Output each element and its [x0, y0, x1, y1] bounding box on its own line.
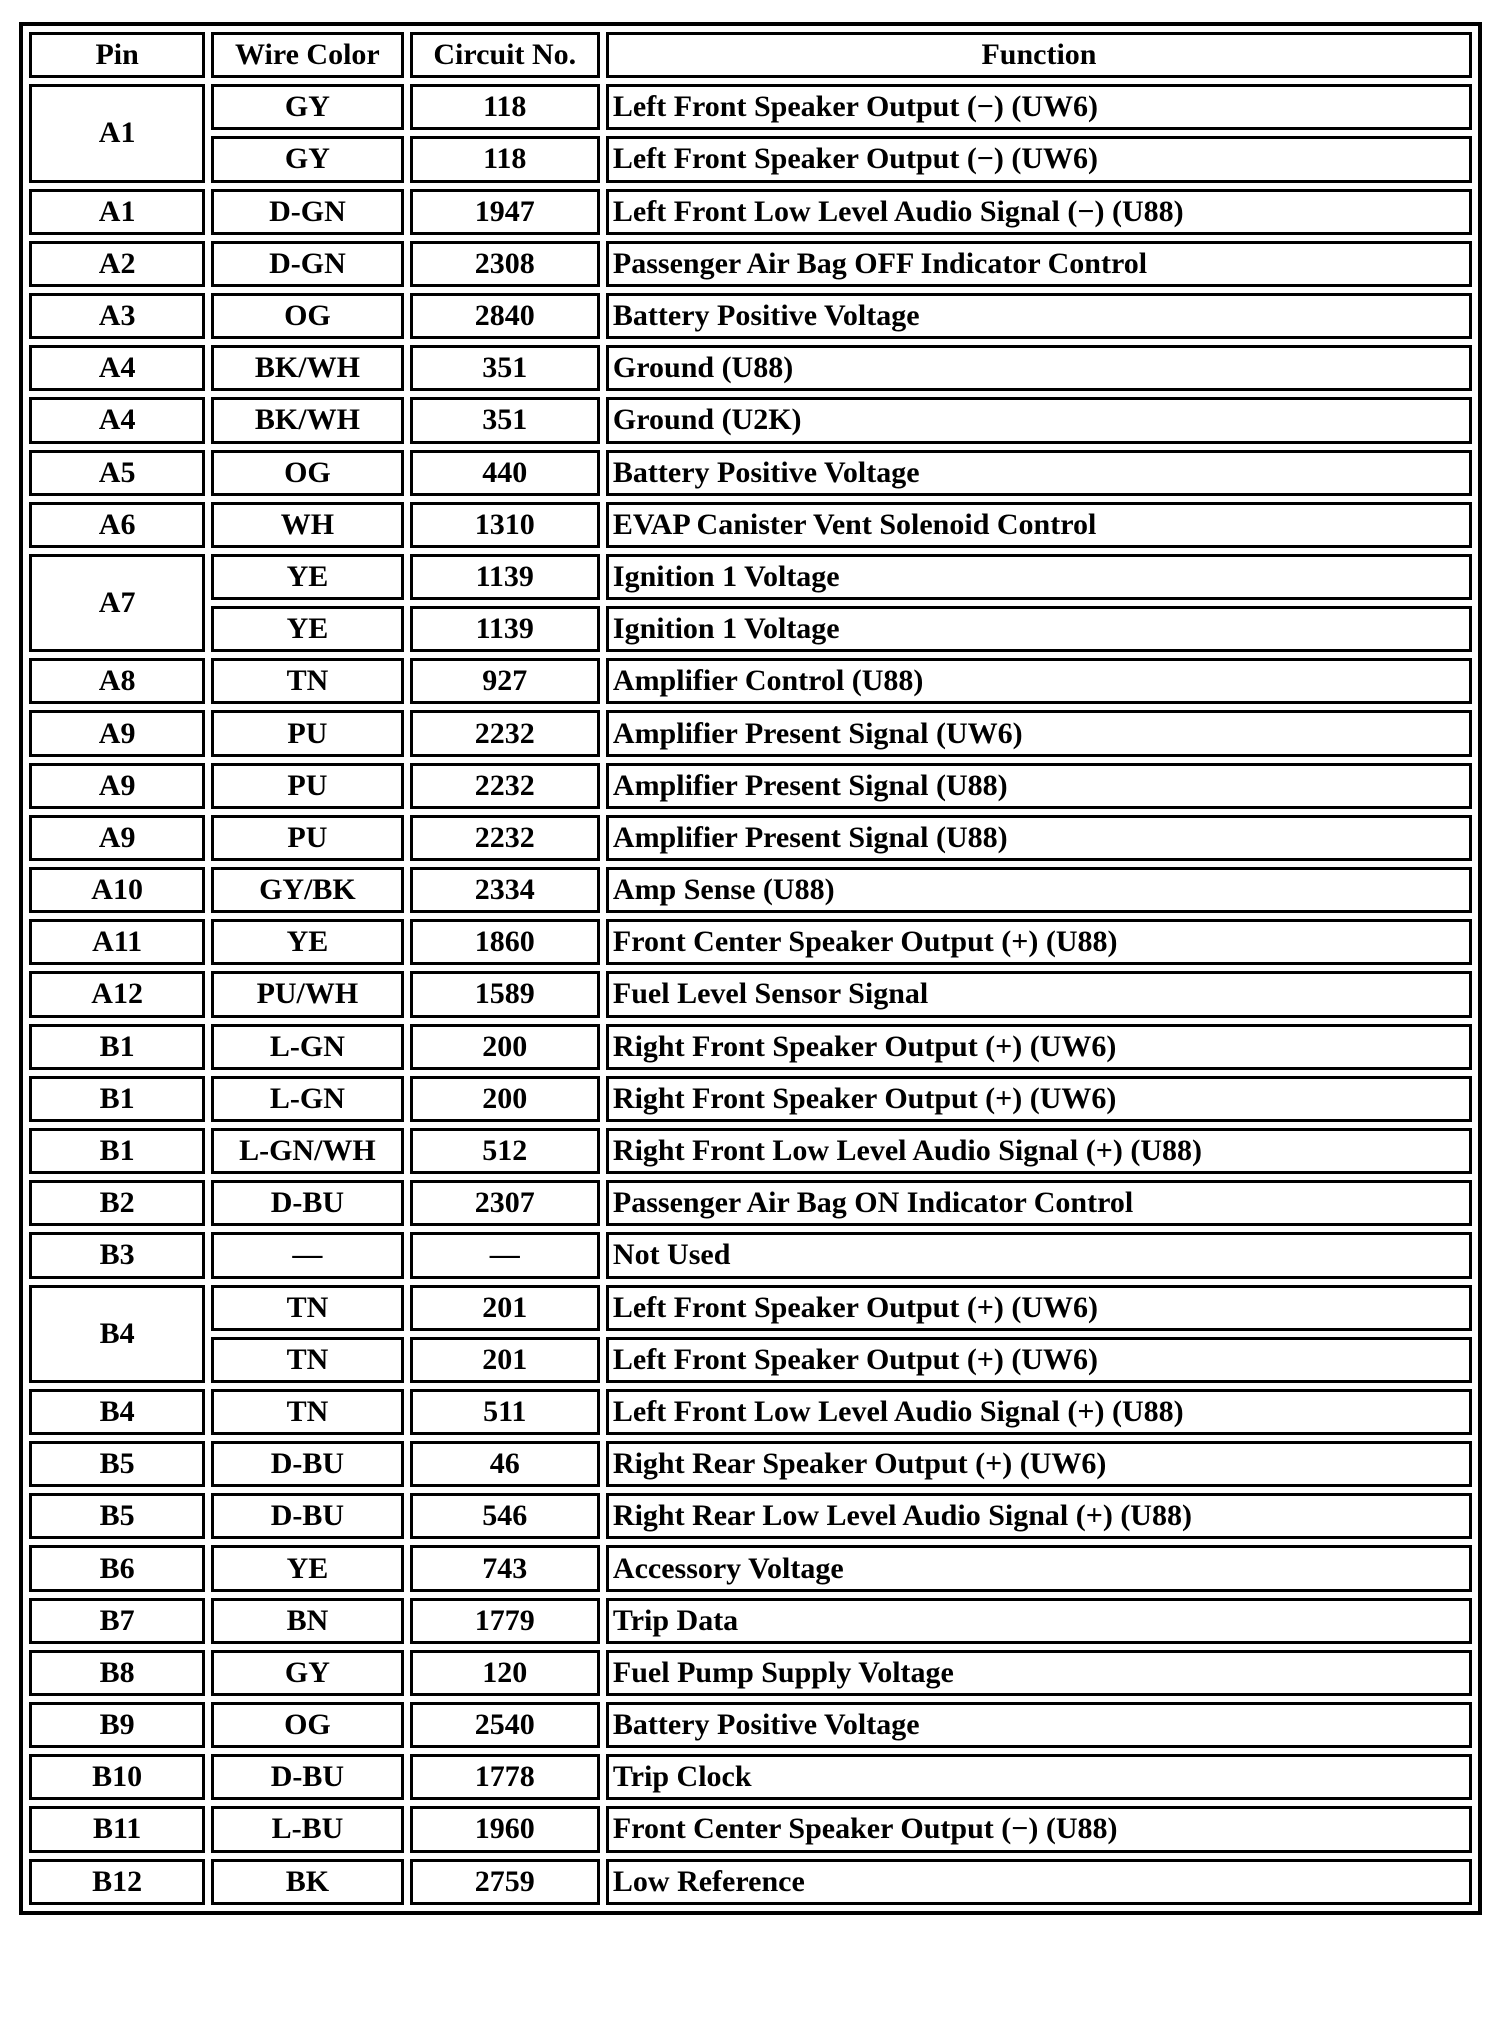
- pin-cell: B8: [29, 1650, 205, 1696]
- wire-color-cell: L-GN: [211, 1024, 403, 1070]
- function-cell: Fuel Level Sensor Signal: [606, 971, 1472, 1017]
- header-pin: Pin: [29, 32, 205, 78]
- table-row: [29, 710, 1472, 756]
- circuit-no-cell: 1947: [410, 189, 600, 235]
- wire-color-cell: PU: [211, 763, 403, 809]
- wire-color-cell: BN: [211, 1598, 403, 1644]
- wire-color-cell: YE: [211, 919, 403, 965]
- wire-color-cell: BK/WH: [211, 345, 403, 391]
- circuit-no-cell: 351: [410, 397, 600, 443]
- circuit-no-cell: 46: [410, 1441, 600, 1487]
- pin-cell: A2: [29, 241, 205, 287]
- wire-color-cell: D-BU: [211, 1493, 403, 1539]
- function-cell: Battery Positive Voltage: [606, 293, 1472, 339]
- wire-color-cell: L-BU: [211, 1806, 403, 1852]
- table-row: [29, 763, 1472, 809]
- pin-cell: A10: [29, 867, 205, 913]
- circuit-no-cell: 2307: [410, 1180, 600, 1226]
- function-cell: EVAP Canister Vent Solenoid Control: [606, 502, 1472, 548]
- function-cell: Right Front Speaker Output (+) (UW6): [606, 1076, 1472, 1122]
- circuit-no-cell: 120: [410, 1650, 600, 1696]
- wire-color-cell: TN: [211, 658, 403, 704]
- pin-cell: A4: [29, 345, 205, 391]
- pin-cell: B6: [29, 1545, 205, 1591]
- wire-color-cell: L-GN: [211, 1076, 403, 1122]
- table-row: [29, 293, 1472, 339]
- wire-color-cell: D-GN: [211, 189, 403, 235]
- pin-cell: A8: [29, 658, 205, 704]
- function-cell: Ground (U2K): [606, 397, 1472, 443]
- wire-color-cell: TN: [211, 1285, 403, 1331]
- circuit-no-cell: 440: [410, 450, 600, 496]
- function-cell: Not Used: [606, 1232, 1472, 1278]
- circuit-no-cell: 2540: [410, 1702, 600, 1748]
- wire-color-cell: TN: [211, 1337, 403, 1383]
- function-cell: Passenger Air Bag ON Indicator Control: [606, 1180, 1472, 1226]
- wire-color-cell: BK/WH: [211, 397, 403, 443]
- pin-cell: B1: [29, 1024, 205, 1070]
- wire-color-cell: D-GN: [211, 241, 403, 287]
- function-cell: Amplifier Present Signal (U88): [606, 815, 1472, 861]
- circuit-no-cell: 2232: [410, 710, 600, 756]
- pin-cell: A1: [29, 84, 205, 182]
- wire-color-cell: WH: [211, 502, 403, 548]
- table-row: [29, 1180, 1472, 1226]
- table-row: [29, 1754, 1472, 1800]
- pin-cell: A1: [29, 189, 205, 235]
- circuit-no-cell: 1589: [410, 971, 600, 1017]
- pin-cell: B9: [29, 1702, 205, 1748]
- table-row: [29, 1702, 1472, 1748]
- function-cell: Amp Sense (U88): [606, 867, 1472, 913]
- function-cell: Battery Positive Voltage: [606, 1702, 1472, 1748]
- table-row: [29, 658, 1472, 704]
- table-row: [29, 502, 1472, 548]
- wire-color-cell: TN: [211, 1389, 403, 1435]
- pin-cell: B2: [29, 1180, 205, 1226]
- connector-pinout-table: [19, 22, 1482, 1915]
- circuit-no-cell: 2840: [410, 293, 600, 339]
- table-row: [29, 815, 1472, 861]
- wire-color-cell: L-GN/WH: [211, 1128, 403, 1174]
- pin-cell: B1: [29, 1128, 205, 1174]
- header-circuit-no: Circuit No.: [410, 32, 600, 78]
- function-cell: Right Front Low Level Audio Signal (+) (U88): [606, 1128, 1472, 1174]
- table-row: [29, 1232, 1472, 1278]
- pin-cell: A3: [29, 293, 205, 339]
- function-cell: Right Rear Low Level Audio Signal (+) (U88): [606, 1493, 1472, 1539]
- circuit-no-cell: 1779: [410, 1598, 600, 1644]
- wire-color-cell: PU: [211, 815, 403, 861]
- circuit-no-cell: 511: [410, 1389, 600, 1435]
- function-cell: Ignition 1 Voltage: [606, 554, 1472, 600]
- circuit-no-cell: 201: [410, 1285, 600, 1331]
- table-row: [29, 1441, 1472, 1487]
- wire-color-cell: D-BU: [211, 1441, 403, 1487]
- wire-color-cell: OG: [211, 293, 403, 339]
- function-cell: Right Front Speaker Output (+) (UW6): [606, 1024, 1472, 1070]
- circuit-no-cell: 200: [410, 1076, 600, 1122]
- circuit-no-cell: 2232: [410, 763, 600, 809]
- table-row: [29, 971, 1472, 1017]
- table-row: [29, 1859, 1472, 1905]
- table-row: [29, 345, 1472, 391]
- circuit-no-cell: 1139: [410, 554, 600, 600]
- table-row: [29, 241, 1472, 287]
- wire-color-cell: D-BU: [211, 1754, 403, 1800]
- function-cell: Right Rear Speaker Output (+) (UW6): [606, 1441, 1472, 1487]
- pin-cell: A12: [29, 971, 205, 1017]
- circuit-no-cell: 200: [410, 1024, 600, 1070]
- pin-cell: A4: [29, 397, 205, 443]
- function-cell: Front Center Speaker Output (−) (U88): [606, 1806, 1472, 1852]
- circuit-no-cell: 743: [410, 1545, 600, 1591]
- circuit-no-cell: 2334: [410, 867, 600, 913]
- circuit-no-cell: 546: [410, 1493, 600, 1539]
- table-row: [29, 397, 1472, 443]
- table-row: [29, 1389, 1472, 1435]
- pin-cell: A5: [29, 450, 205, 496]
- table-row: [29, 1024, 1472, 1070]
- wire-color-cell: GY: [211, 1650, 403, 1696]
- table-row: [29, 1650, 1472, 1696]
- wire-color-cell: GY/BK: [211, 867, 403, 913]
- wire-color-cell: D-BU: [211, 1180, 403, 1226]
- header-wire-color: Wire Color: [211, 32, 403, 78]
- circuit-no-cell: 1860: [410, 919, 600, 965]
- pin-cell: B10: [29, 1754, 205, 1800]
- function-cell: Left Front Low Level Audio Signal (+) (U88): [606, 1389, 1472, 1435]
- function-cell: Left Front Speaker Output (+) (UW6): [606, 1285, 1472, 1331]
- function-cell: Amplifier Present Signal (U88): [606, 763, 1472, 809]
- circuit-no-cell: 2308: [410, 241, 600, 287]
- header-row: [29, 32, 1472, 78]
- pin-cell: B1: [29, 1076, 205, 1122]
- wire-color-cell: YE: [211, 606, 403, 652]
- wire-color-cell: OG: [211, 1702, 403, 1748]
- circuit-no-cell: 351: [410, 345, 600, 391]
- circuit-no-cell: 1960: [410, 1806, 600, 1852]
- pin-cell: A6: [29, 502, 205, 548]
- pin-cell: B5: [29, 1493, 205, 1539]
- function-cell: Left Front Speaker Output (+) (UW6): [606, 1337, 1472, 1383]
- pin-cell: A9: [29, 815, 205, 861]
- table-row: [29, 867, 1472, 913]
- circuit-no-cell: 1139: [410, 606, 600, 652]
- wire-color-cell: GY: [211, 84, 403, 130]
- table-row: [29, 1598, 1472, 1644]
- pin-cell: A9: [29, 763, 205, 809]
- table-row: [29, 136, 1472, 182]
- wire-color-cell: PU/WH: [211, 971, 403, 1017]
- function-cell: Left Front Speaker Output (−) (UW6): [606, 136, 1472, 182]
- table-row: [29, 84, 1472, 130]
- function-cell: Amplifier Control (U88): [606, 658, 1472, 704]
- pin-cell: B4: [29, 1389, 205, 1435]
- table-row: [29, 189, 1472, 235]
- function-cell: Front Center Speaker Output (+) (U88): [606, 919, 1472, 965]
- table-row: [29, 1545, 1472, 1591]
- pin-cell: A7: [29, 554, 205, 652]
- pin-cell: B11: [29, 1806, 205, 1852]
- function-cell: Trip Clock: [606, 1754, 1472, 1800]
- pin-cell: B3: [29, 1232, 205, 1278]
- pin-cell: A11: [29, 919, 205, 965]
- circuit-no-cell: 1310: [410, 502, 600, 548]
- function-cell: Passenger Air Bag OFF Indicator Control: [606, 241, 1472, 287]
- pin-cell: B12: [29, 1859, 205, 1905]
- circuit-no-cell: 2232: [410, 815, 600, 861]
- circuit-no-cell: 118: [410, 84, 600, 130]
- wire-color-cell: GY: [211, 136, 403, 182]
- function-cell: Amplifier Present Signal (UW6): [606, 710, 1472, 756]
- function-cell: Trip Data: [606, 1598, 1472, 1644]
- circuit-no-cell: —: [410, 1232, 600, 1278]
- wire-color-cell: —: [211, 1232, 403, 1278]
- function-cell: Battery Positive Voltage: [606, 450, 1472, 496]
- table-row: [29, 1493, 1472, 1539]
- circuit-no-cell: 2759: [410, 1859, 600, 1905]
- table-row: [29, 1806, 1472, 1852]
- function-cell: Left Front Speaker Output (−) (UW6): [606, 84, 1472, 130]
- table-row: [29, 1076, 1472, 1122]
- table-row: [29, 919, 1472, 965]
- header-function: Function: [606, 32, 1472, 78]
- wire-color-cell: BK: [211, 1859, 403, 1905]
- function-cell: Accessory Voltage: [606, 1545, 1472, 1591]
- table-row: [29, 554, 1472, 600]
- circuit-no-cell: 118: [410, 136, 600, 182]
- table-row: [29, 1128, 1472, 1174]
- pin-cell: B5: [29, 1441, 205, 1487]
- table-row: [29, 606, 1472, 652]
- circuit-no-cell: 201: [410, 1337, 600, 1383]
- wire-color-cell: YE: [211, 1545, 403, 1591]
- table-body: [29, 84, 1472, 1905]
- wire-color-cell: PU: [211, 710, 403, 756]
- function-cell: Fuel Pump Supply Voltage: [606, 1650, 1472, 1696]
- wire-color-cell: OG: [211, 450, 403, 496]
- pin-cell: A9: [29, 710, 205, 756]
- table-row: [29, 1285, 1472, 1331]
- table-row: [29, 1337, 1472, 1383]
- function-cell: Ground (U88): [606, 345, 1472, 391]
- function-cell: Ignition 1 Voltage: [606, 606, 1472, 652]
- table-row: [29, 450, 1472, 496]
- function-cell: Low Reference: [606, 1859, 1472, 1905]
- circuit-no-cell: 927: [410, 658, 600, 704]
- pin-cell: B4: [29, 1285, 205, 1383]
- wire-color-cell: YE: [211, 554, 403, 600]
- function-cell: Left Front Low Level Audio Signal (−) (U88): [606, 189, 1472, 235]
- circuit-no-cell: 1778: [410, 1754, 600, 1800]
- pin-cell: B7: [29, 1598, 205, 1644]
- circuit-no-cell: 512: [410, 1128, 600, 1174]
